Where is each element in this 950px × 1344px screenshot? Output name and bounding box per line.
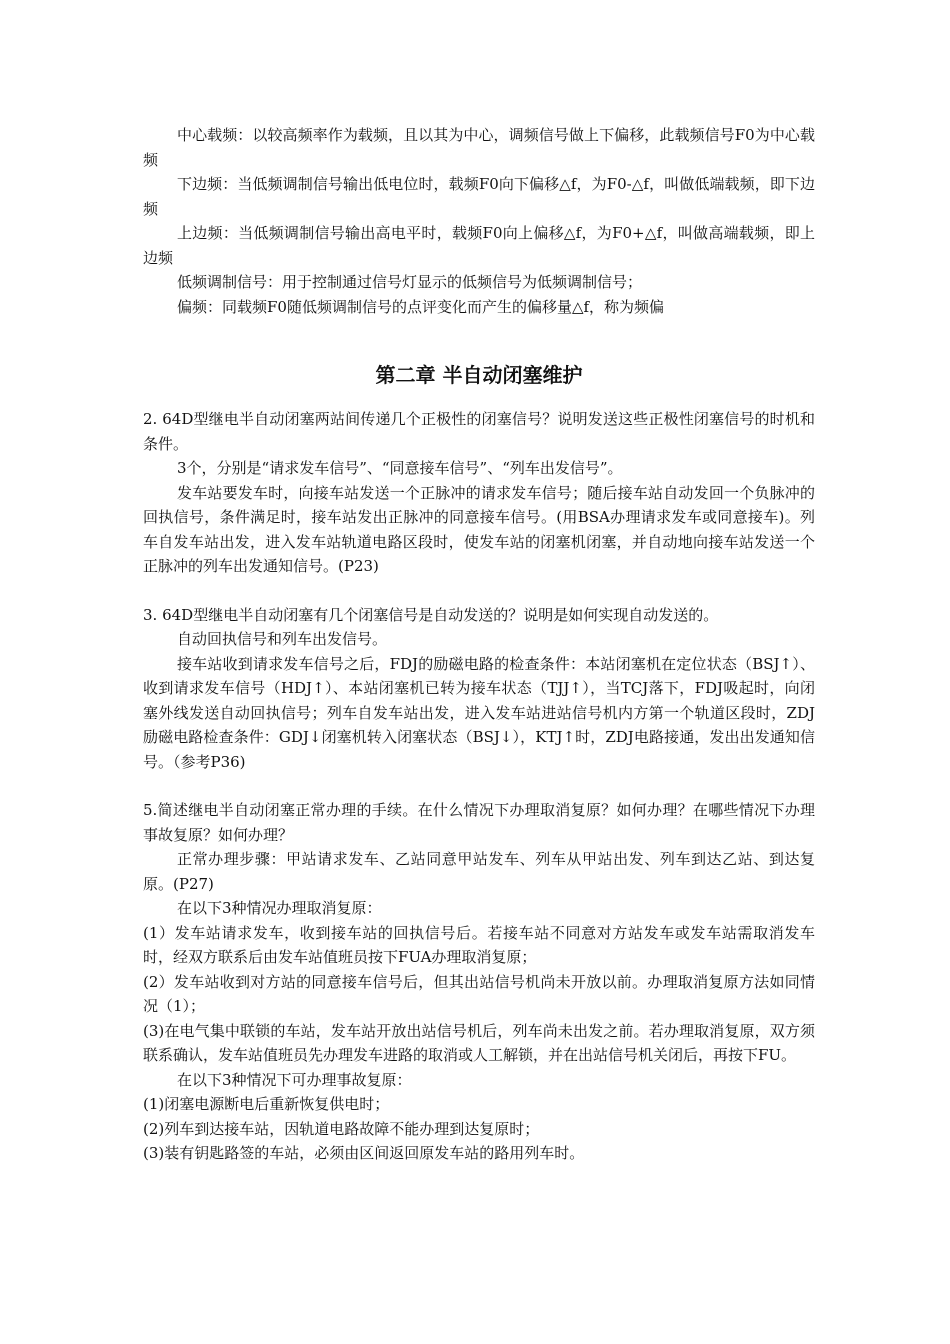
document-body — [143, 123, 815, 1166]
spacer — [143, 579, 815, 603]
answer-3-summary: 自动回执信号和列车出发信号。 — [177, 630, 388, 648]
question-5: 5.简述继电半自动闭塞正常办理的手续。在什么情况下办理取消复原？如何办理？在哪些情况下办理事故复原？如何办理？ — [143, 801, 815, 844]
center-frequency-definition: 中心载频：以较高频率作为载频，且以其为中心，调频信号做上下偏移，此载频信号F0为中心载频 — [143, 126, 815, 169]
chapter-title: 第二章 半自动闭塞维护 — [375, 363, 583, 387]
accident-restore-intro: 在以下3种情况下可办理事故复原： — [177, 1070, 412, 1089]
upper-sideband-definition: 上边频：当低频调制信号输出高电平时，载频F0向上偏移△f，为F0+△f，叫做高端载频，即上边频 — [143, 224, 815, 267]
answer-3-detail: 接车站收到请求发车信号之后，FDJ的励磁电路的检查条件：本站闭塞机在定位状态（BSJ↑）、收到请求发车信号（HDJ↑）、本站闭塞机已转为接车状态（TJJ↑），当TCJ落下，FDJ吸起时，向闭塞外线发送自动回执信号；列车自发车站出发，进入发车站进站信号机内方第一个轨道区段时，ZDJ励磁电路检查条件：GDJ↓闭塞机转入闭塞状态（BSJ↓），KTJ↑时，ZDJ电路接通，发出出发通知信号。（参考P36) — [143, 654, 815, 771]
cancel-restore-case-3: (3)在电气集中联锁的车站，发车站开放出站信号机后，列车尚未出发之前。若办理取消复原，双方须联系确认，发车站值班员先办理发车进路的取消或人工解锁，并在出站信号机关闭后，再按下FU。 — [143, 1021, 815, 1064]
cancel-restore-intro: 在以下3种情况办理取消复原： — [177, 899, 382, 917]
spacer — [143, 319, 815, 361]
spacer — [143, 389, 815, 407]
low-frequency-modulation-definition: 低频调制信号：用于控制通过信号灯显示的低频信号为低频调制信号； — [177, 273, 643, 291]
accident-restore-case-3: (3)装有钥匙路签的车站，必须由区间返回原发车站的路用列车时。 — [143, 1144, 585, 1162]
lower-sideband-definition: 下边频：当低频调制信号输出低电位时，载频F0向下偏移△f，为F0-△f，叫做低端载频，即下边频 — [143, 175, 815, 218]
question-2: 2. 64D型继电半自动闭塞两站间传递几个正极性的闭塞信号？说明发送这些正极性闭塞信号的时机和条件。 — [143, 410, 815, 453]
answer-2-detail: 发车站要发车时，向接车站发送一个正脉冲的请求发车信号；随后接车站自动发回一个负脉冲的回执信号，条件满足时，接车站发出正脉冲的同意接车信号。(用BSA办理请求发车或同意接车)。列车自发车站出发，进入发车站轨道电路区段时，使发车站的闭塞机闭塞，并自动地向接车站发送一个正脉冲的列车出发通知信号。(P23) — [143, 483, 815, 575]
accident-restore-case-2: (2)列车到达接车站，因轨道电路故障不能办理到达复原时； — [143, 1119, 540, 1138]
answer-2-summary: 3个，分别是“请求发车信号”、“同意接车信号”、“列车出发信号”。 — [177, 459, 623, 477]
frequency-deviation-definition: 偏频：同载频F0随低频调制信号的点评变化而产生的偏移量△f，称为频偏 — [177, 297, 665, 316]
cancel-restore-case-1: (1）发车站请求发车，收到接车站的回执信号后。若接车站不同意对方站发车或发车站需取消发车时，经双方联系后由发车站值班员按下FUA办理取消复原； — [143, 923, 815, 966]
accident-restore-case-1: (1)闭塞电源断电后重新恢复供电时； — [143, 1095, 390, 1113]
question-3: 3. 64D型继电半自动闭塞有几个闭塞信号是自动发送的？说明是如何实现自动发送的。 — [143, 605, 719, 624]
cancel-restore-case-2: (2）发车站收到对方站的同意接车信号后，但其出站信号机尚未开放以前。办理取消复原方法如同情况（1）； — [143, 972, 815, 1015]
answer-5-normal-procedure: 正常办理步骤：甲站请求发车、乙站同意甲站发车、列车从甲站出发、列车到达乙站、到达复原。(P27) — [143, 850, 815, 893]
spacer — [143, 774, 815, 798]
